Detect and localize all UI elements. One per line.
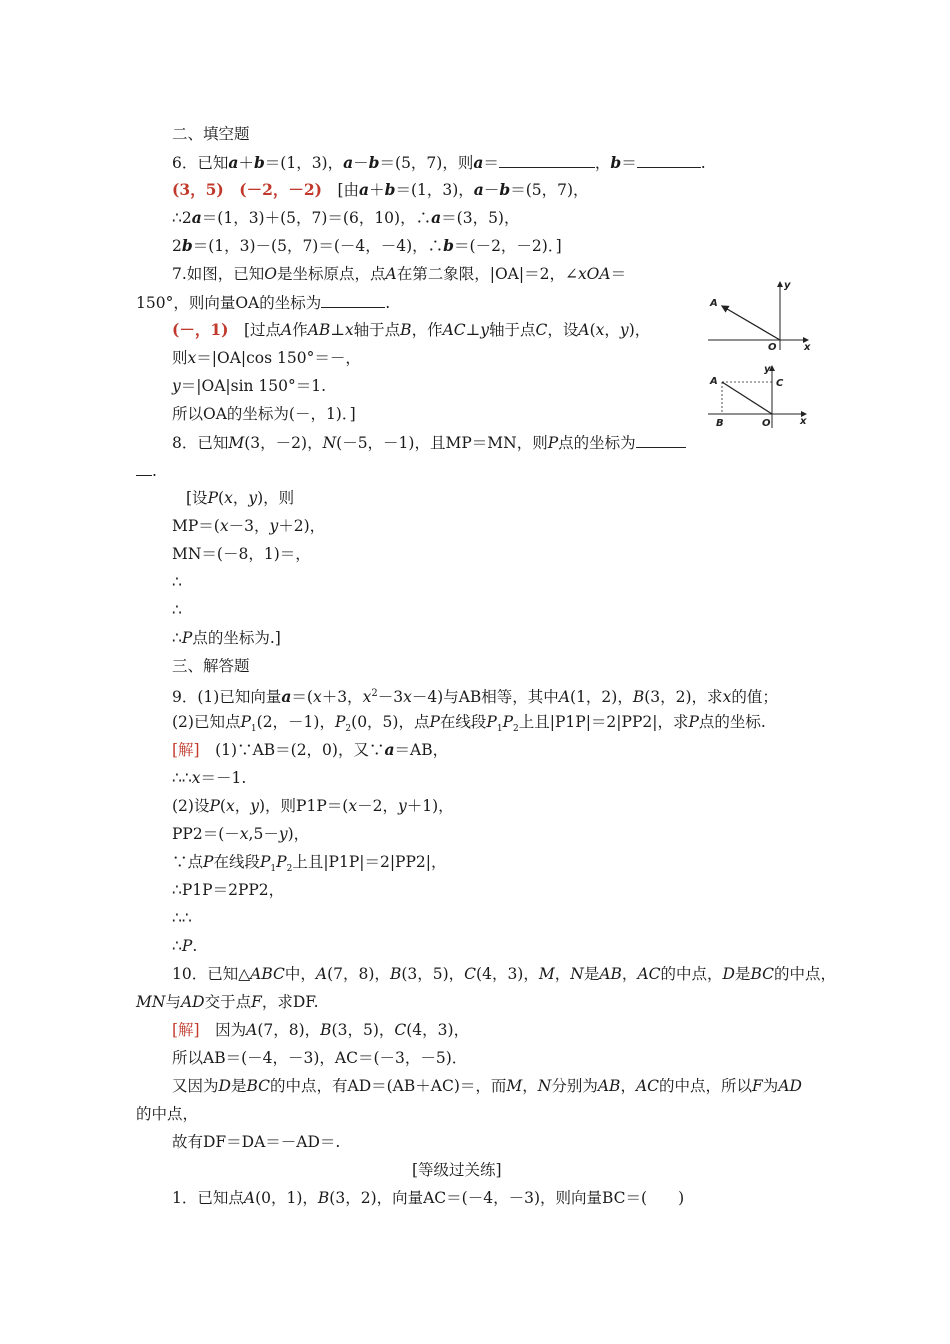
question-9: 9．(1)已知向量a＝(x＋3，$x^2-3x-4$)与AB相等，其中A(1，2)，B(3，2)，求x的值； (172, 687, 778, 707)
answer-blank[interactable] (636, 432, 686, 448)
solution-line: ∴P. (172, 937, 198, 955)
solution-line: ∴ (172, 601, 182, 619)
label-x: x (804, 342, 811, 352)
section-fill-blank: 二、填空题 (172, 125, 250, 143)
solution-line: ∴ (172, 573, 182, 591)
label-o: O (768, 342, 777, 352)
question-7-cont: 150°，则向量OA的坐标为 . (136, 294, 391, 312)
question-10-cont: MN与AD交于点F，求DF. (136, 993, 319, 1011)
solution-line: 又因为D是BC的中点，有AD＝(AB＋AC)＝，而M，N分别为AB，AC的中点，所以F为AD (172, 1077, 802, 1095)
label-a: A (710, 298, 718, 309)
question-9-part2: (2)已知点$P_1(2$，－1)，$P_2(0$，5)，点P在线段$P_1P_2$上且|P1P|＝2|PP2|，求P点的坐标. (172, 713, 766, 735)
label-y: y (764, 364, 771, 375)
solution-10: [解] 因为A(7，8)，B(3，5)，C(4，3)， (172, 1021, 470, 1039)
label-a: A (710, 376, 718, 387)
solution-line: (2)设P(x，y)，则P1P＝(x－2，y＋1)， (172, 797, 454, 815)
answer-blank[interactable] (499, 152, 595, 168)
label-b: B (716, 418, 724, 429)
solution-line: 所以AB＝(－4，－3)，AC＝(－3，－5)． (172, 1049, 468, 1067)
question-8: 8．已知M(3，－2)，N(－5，－1)，且MP＝MN，则P点的坐标为 (172, 432, 686, 453)
answer-7: (－，1) [过点A作AB⊥x轴于点B，作AC⊥y轴于点C，设A(x，y)， (172, 320, 651, 339)
question-6: 6．已知a＋b＝(1，3)，a－b＝(5，7)，则a＝ ，b＝ . (172, 153, 706, 172)
section-level-practice: [等级过关练] (412, 1161, 502, 1179)
solution-line: MP＝(x－3，y＋2)， (172, 517, 326, 535)
solution-line: ∴∴x＝－1. (172, 769, 247, 787)
solution-line: 故有DF＝DA＝－AD＝. (172, 1133, 341, 1151)
solution-line: ∴2a＝(1，3)＋(5，7)＝(6，10)，∴a＝(3，5)， (172, 208, 520, 227)
solution-line: 则x＝|OA|cos 150°＝－， (172, 349, 361, 367)
solution-line: 所以OA的坐标为(－，1)．] (172, 405, 356, 423)
solution-line: PP2＝(－x,5－y)， (172, 825, 310, 843)
answer-6: (3，5) (－2，－2) [由a＋b＝(1，3)，a－b＝(5，7)， (172, 180, 589, 199)
label-y: y (784, 280, 791, 291)
label-c: C (776, 378, 784, 389)
solution-line: 的中点， (136, 1105, 199, 1123)
answer-blank[interactable] (136, 460, 152, 476)
question-10: 10．已知△ABC中，A(7，8)，B(3，5)，C(4，3)，M，N是AB，AC的中点，D是BC的中点， (172, 965, 837, 983)
solution-line: MN＝(－8，1)＝， (172, 545, 311, 563)
vector-oa (722, 306, 780, 340)
solution-line: ∴∴ (172, 909, 192, 927)
answer-blank[interactable] (637, 152, 701, 168)
solution-9: [解] (1)∵AB＝(2，0)，又∵a＝AB， (172, 740, 449, 759)
solution-line: ∴P点的坐标为.] (172, 629, 281, 647)
practice-question-1: 1．已知点A(0，1)，B(3，2)，向量AC＝(－4，－3)，则向量BC＝( ) (172, 1189, 685, 1207)
question-7: 7.如图，已知O是坐标原点，点A在第二象限，|OA|＝2，∠xOA＝ (172, 265, 627, 283)
figure-projections (700, 362, 820, 436)
solution-line: ∴P1P＝2PP2， (172, 881, 285, 899)
solution-line: 2b＝(1，3)－(5，7)＝(－4，－4)，∴b＝(－2，－2)．] (172, 236, 562, 255)
segment-oa (722, 382, 772, 414)
label-o: O (762, 418, 771, 429)
solution-line: [设P(x，y)，则 (186, 489, 295, 507)
question-8-cont: . (136, 460, 157, 481)
answer-blank[interactable] (321, 292, 385, 308)
solution-line: ∵点P在线段$P_1P_2$上且|P1P|＝2|PP2|， (172, 853, 447, 875)
section-solve: 三、解答题 (172, 657, 250, 675)
label-x: x (800, 416, 807, 427)
solution-line: y＝|OA|sin 150°＝1. (172, 377, 327, 395)
figure-vector-oa (700, 278, 820, 352)
